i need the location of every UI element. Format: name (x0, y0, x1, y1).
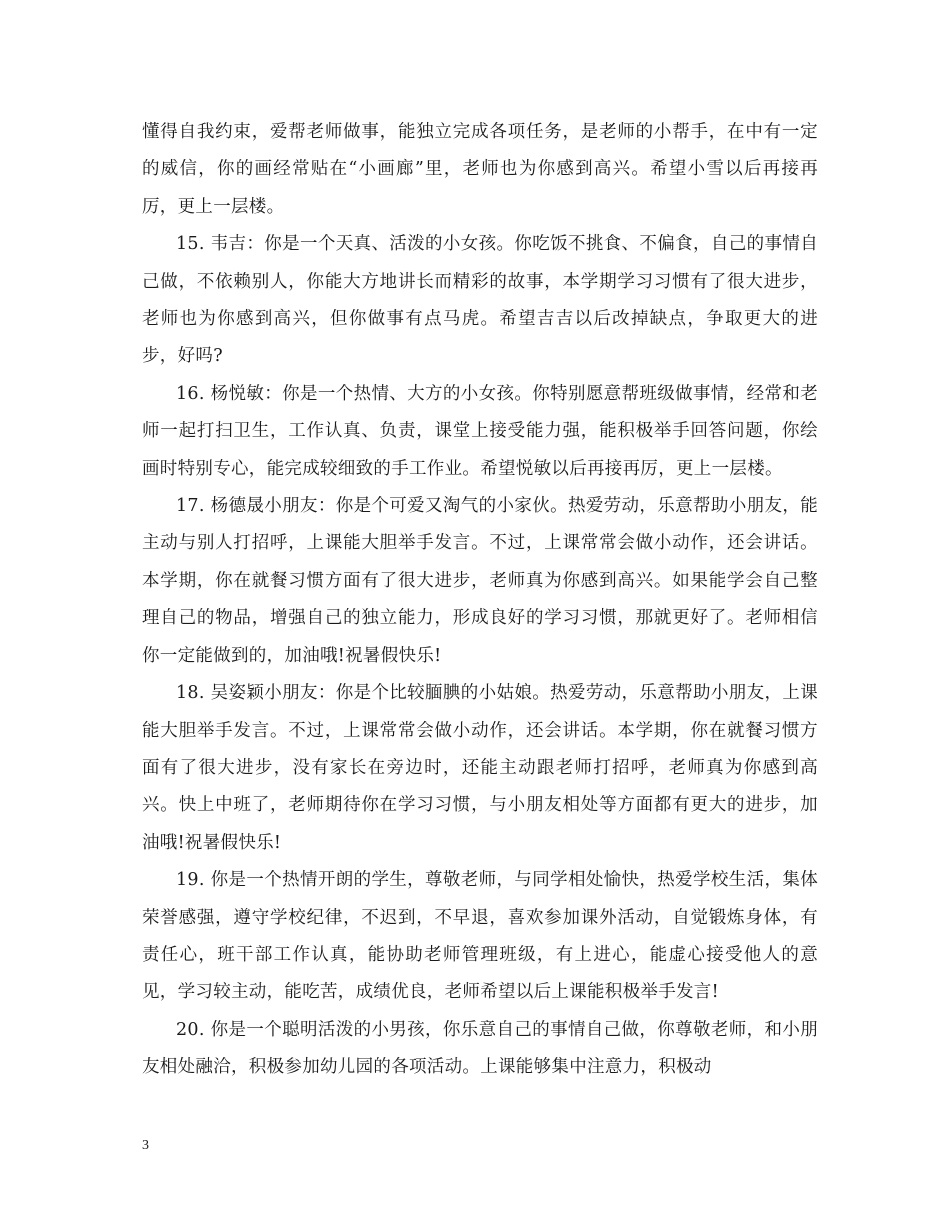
paragraph-item-18: 18. 吴姿颖小朋友：你是个比较腼腆的小姑娘。热爱劳动，乐意帮助小朋友，上课能大胆举手发言。不过，上课常常会做小动作，还会讲话。本学期，你在就餐习惯方面有了很大进步，没有家长在旁边时，还能主动跟老师打招呼，老师真为你感到高兴。快上中班了，老师期待你在学习习惯，与小朋友相处等方面都有更大的进步，加油哦!祝暑假快乐! (142, 683, 818, 853)
paragraph-item-16: 16. 杨悦敏：你是一个热情、大方的小女孩。你特别愿意帮班级做事情，经常和老师一起打扫卫生，工作认真、负责，课堂上接受能力强，能积极举手回答问题，你绘画时特别专心，能完成较细致的手工作业。希望悦敏以后再接再厉，更上一层楼。 (142, 383, 818, 479)
body-text (142, 114, 818, 1087)
page-number: 3 (142, 1138, 149, 1153)
paragraph-continuation: 懂得自我约束，爱帮老师做事，能独立完成各项任务，是老师的小帮手，在中有一定的威信，你的画经常贴在“小画廊”里，老师也为你感到高兴。希望小雪以后再接再厉，更上一层楼。 (142, 122, 818, 217)
paragraph-item-20: 20. 你是一个聪明活泼的小男孩，你乐意自己的事情自己做，你尊敬老师，和小朋友相处融洽，积极参加幼儿园的各项活动。上课能够集中注意力，积极动 (142, 1019, 818, 1078)
paragraph-item-19: 19. 你是一个热情开朗的学生，尊敬老师，与同学相处愉快，热爱学校生活，集体荣誉感强，遵守学校纪律，不迟到，不早退，喜欢参加课外活动，自觉锻炼身体，有责任心，班干部工作认真，能协助老师管理班级，有上进心，能虚心接受他人的意见，学习较主动，能吃苦，成绩优良，老师希望以后上课能积极举手发言! (142, 870, 818, 1003)
paragraph-item-15: 15. 韦吉：你是一个天真、活泼的小女孩。你吃饭不挑食、不偏食，自己的事情自己做，不依赖别人，你能大方地讲长而精彩的故事，本学期学习习惯有了很大进步，老师也为你感到高兴，但你做事有点马虎。希望吉吉以后改掉缺点，争取更大的进步，好吗? (142, 234, 818, 367)
paragraph-item-17: 17. 杨德晟小朋友：你是个可爱又淘气的小家伙。热爱劳动，乐意帮助小朋友，能主动与别人打招呼，上课能大胆举手发言。不过，上课常常会做小动作，还会讲话。本学期，你在就餐习惯方面有了很大进步，老师真为你感到高兴。如果能学会自己整理自己的物品，增强自己的独立能力，形成良好的学习习惯，那就更好了。老师相信你一定能做到的，加油哦!祝暑假快乐! (142, 496, 818, 666)
